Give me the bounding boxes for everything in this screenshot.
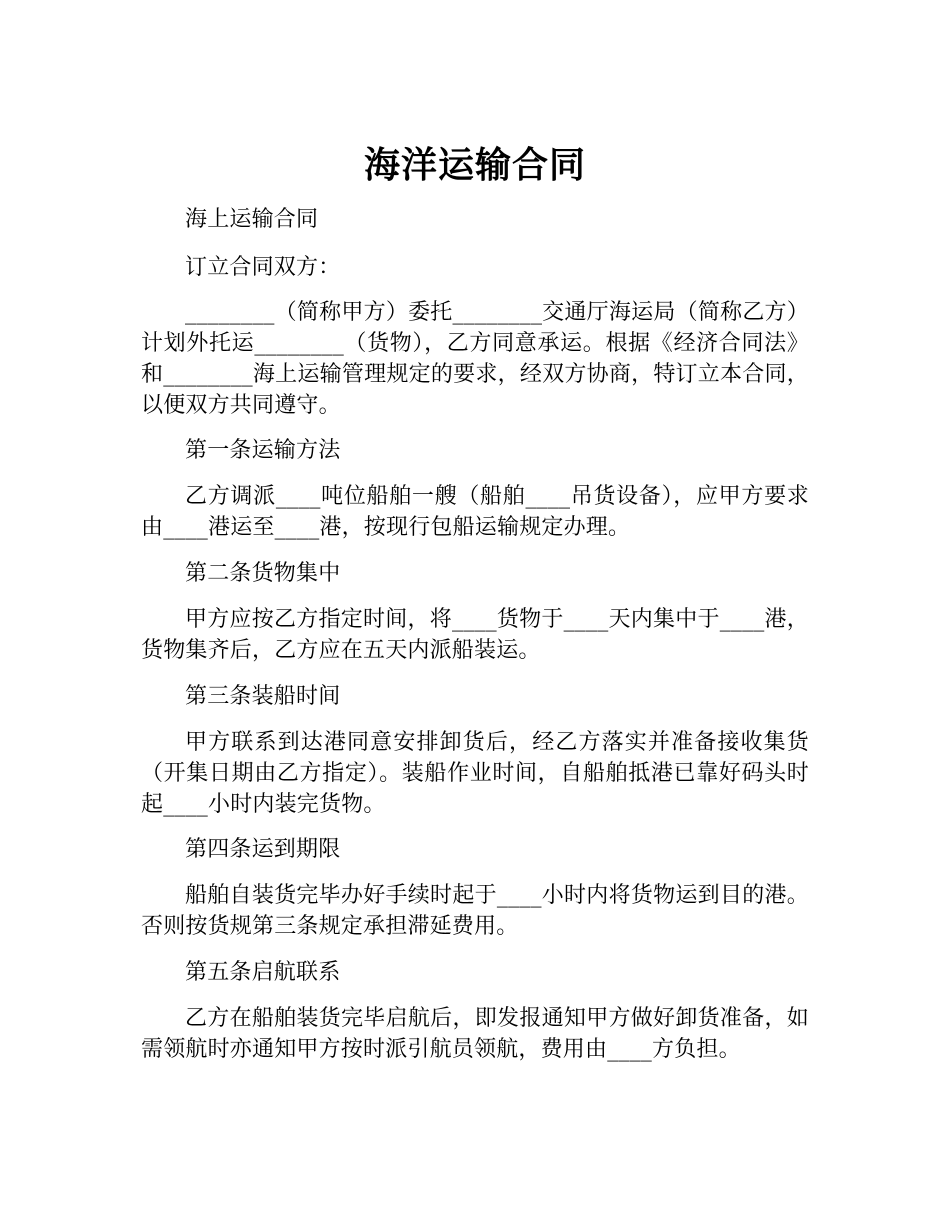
article-2-heading: 第二条货物集中 <box>185 561 341 586</box>
article-4-heading: 第四条运到期限 <box>185 837 341 862</box>
article-4-body: 船舶自装货完毕办好手续时起于____小时内将货物运到目的港。否则按货规第三条规定承担滞延费用。 <box>141 883 809 939</box>
preamble-paragraph: ________（简称甲方）委托________交通厅海运局（简称乙方）计划外托运________（货物），乙方同意承运。根据《经济合同法》和________海上运输管理规定的要求，经双方协商，特订立本合同，以便双方共同遵守。 <box>141 300 809 418</box>
subtitle: 海上运输合同 <box>185 207 319 232</box>
article-5-heading: 第五条启航联系 <box>185 960 341 985</box>
parties-label: 订立合同双方： <box>185 255 341 280</box>
article-3-body: 甲方联系到达港同意安排卸货后，经乙方落实并准备接收集货（开集日期由乙方指定）。装船作业时间，自船舶抵港已靠好码头时起____小时内装完货物。 <box>141 730 809 817</box>
document-title: 海洋运输合同 <box>363 145 586 187</box>
article-2-body: 甲方应按乙方指定时间，将____货物于____天内集中于____港，货物集齐后，乙方应在五天内派船装运。 <box>141 607 809 663</box>
article-1-heading: 第一条运输方法 <box>185 438 341 463</box>
article-5-body: 乙方在船舶装货完毕启航后，即发报通知甲方做好卸货准备，如需领航时亦通知甲方按时派引航员领航，费用由____方负担。 <box>141 1006 809 1062</box>
article-3-heading: 第三条装船时间 <box>185 684 341 709</box>
article-1-body: 乙方调派____吨位船舶一艘（船舶____吊货设备），应甲方要求由____港运至____港，按现行包船运输规定办理。 <box>141 484 809 540</box>
